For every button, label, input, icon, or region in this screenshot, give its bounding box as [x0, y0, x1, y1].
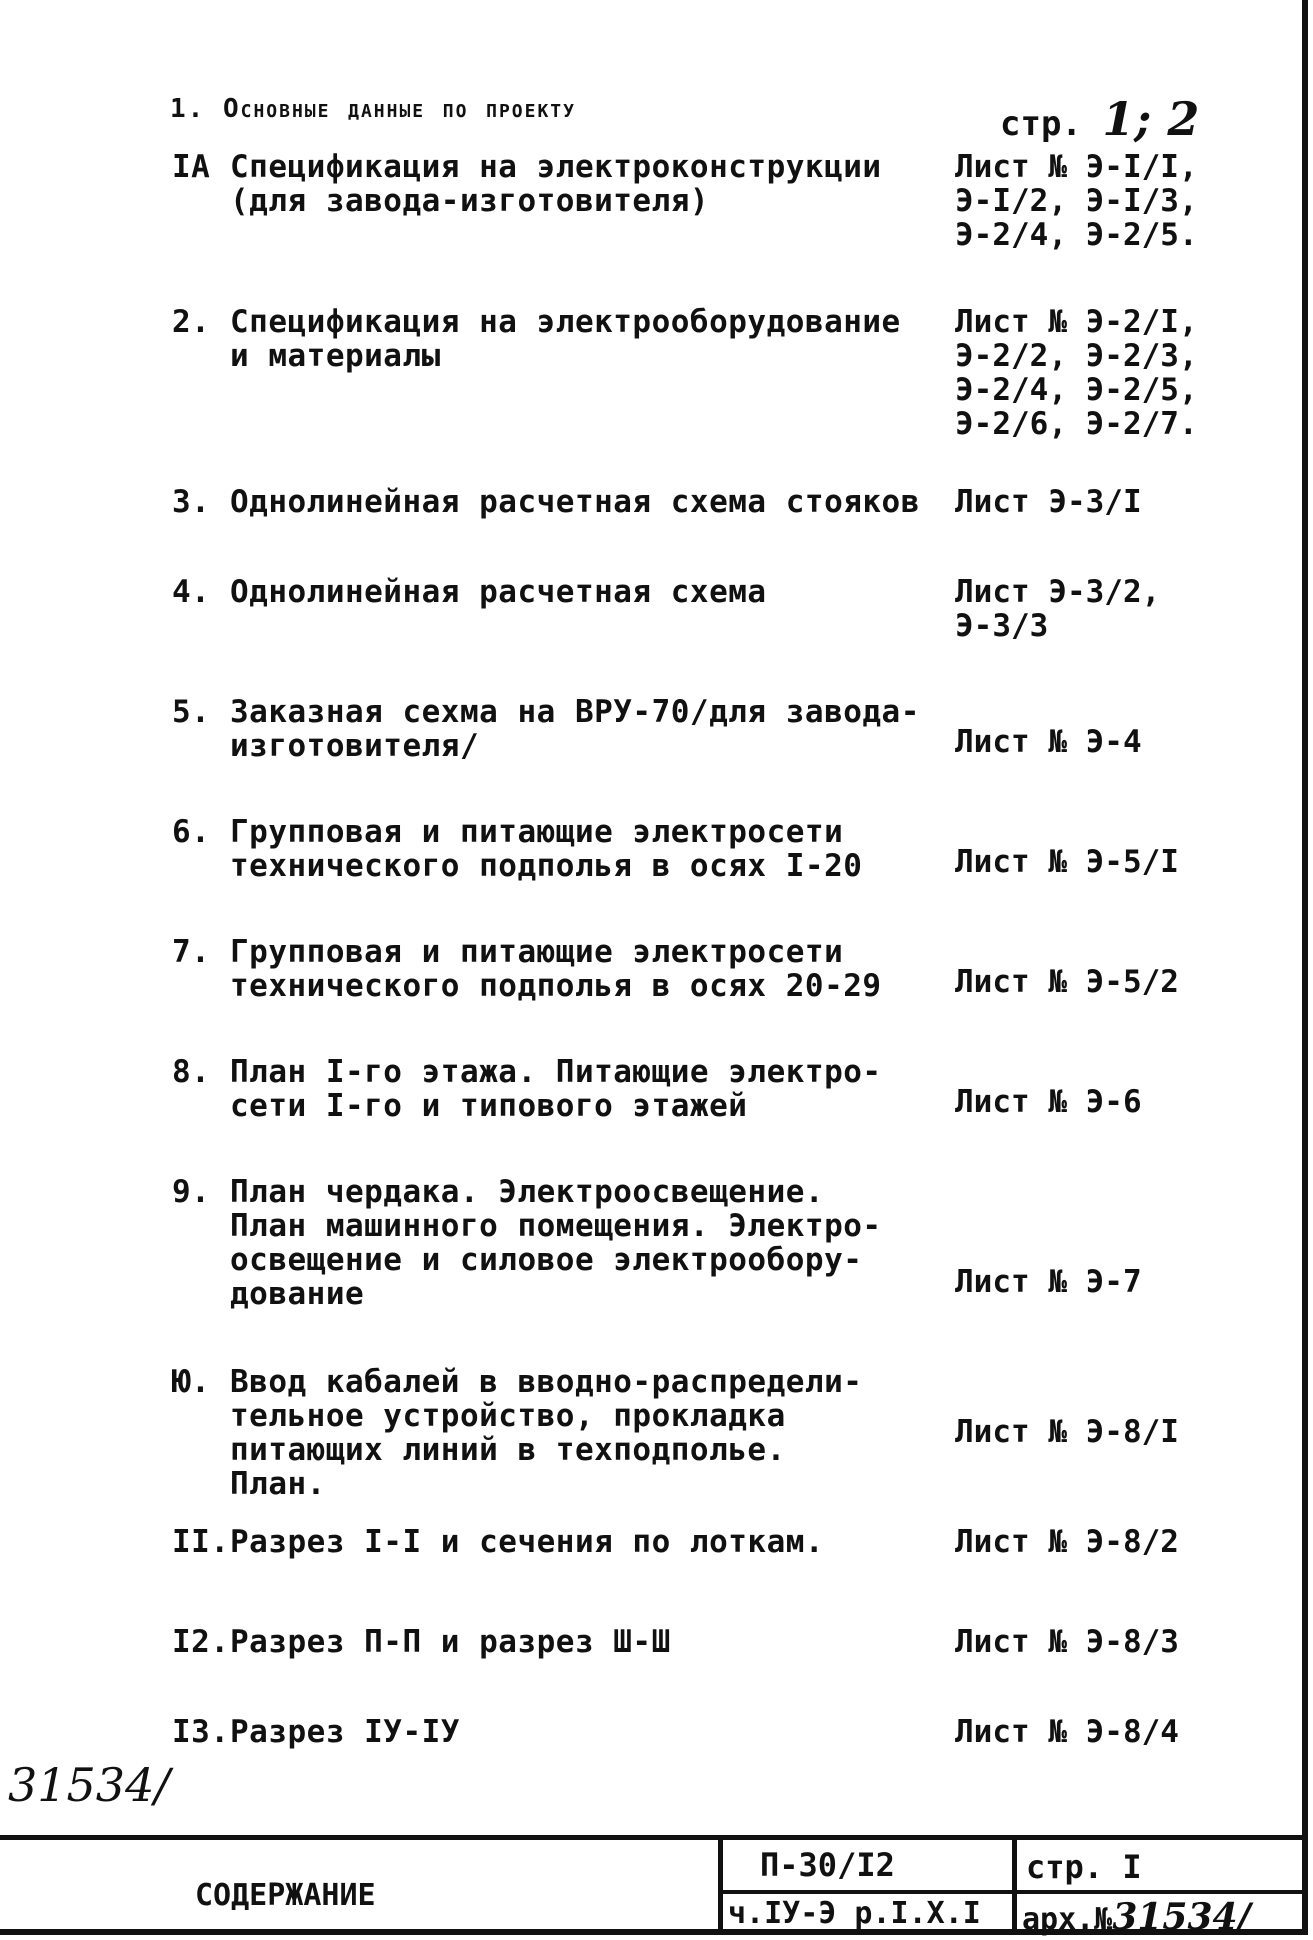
- sheet-reference: [955, 1715, 1179, 1749]
- item-number: 4.: [172, 574, 211, 610]
- sheet-line: Лист № Э-2/I,: [955, 304, 1198, 340]
- item-number: 8.: [172, 1054, 211, 1090]
- sheet-reference: [955, 305, 1198, 441]
- archive-handwritten: 31534/: [1112, 1896, 1251, 1938]
- archive-label: арх.№: [1022, 1902, 1113, 1937]
- sheet-line: Э-2/4, Э-2/5.: [955, 217, 1198, 253]
- item-number: Ю.: [172, 1364, 211, 1400]
- item-text-line: технического подполья в осях I-20: [230, 848, 863, 884]
- sheet-line: Лист № Э-8/3: [955, 1624, 1179, 1660]
- sheet-reference: [955, 1265, 1142, 1299]
- sheet-reference: [955, 485, 1142, 519]
- page-label: стр.: [1000, 104, 1082, 144]
- item-text-line: Разрез IУ-IУ: [230, 1714, 460, 1750]
- item-text-line: План чердака. Электроосвещение.: [230, 1174, 825, 1210]
- sheet-reference: [955, 575, 1160, 643]
- item-text-line: Спецификация на электроконструкции: [230, 149, 882, 185]
- sheet-reference: [955, 1415, 1179, 1449]
- item-text-line: тельное устройство, прокладка: [230, 1398, 786, 1434]
- item-text-line: освещение и силовое электрообору-: [230, 1242, 863, 1278]
- sheet-line: Лист № Э-7: [955, 1264, 1142, 1300]
- item-number: I2.: [172, 1624, 230, 1660]
- part-code: ч.IУ-Э р.I.X.I: [728, 1896, 981, 1931]
- item-text-line: Заказная сехма на ВРУ-70/для завода-: [230, 694, 920, 730]
- sheet-line: Лист Э-3/2,: [955, 574, 1161, 610]
- item-text-line: Однолинейная расчетная схема стояков: [230, 484, 920, 520]
- item-text-line: План.: [230, 1466, 326, 1502]
- sheet-line: Э-I/2, Э-I/3,: [955, 183, 1198, 219]
- sheet-line: Лист № Э-4: [955, 724, 1142, 760]
- item-number: 2.: [172, 304, 211, 340]
- title-block-divider: [1012, 1840, 1017, 1934]
- document-title: СОДЕРЖАНИЕ: [195, 1878, 376, 1913]
- item-text-line: питающих линий в техподполье.: [230, 1432, 786, 1468]
- item-text-line: и материалы: [230, 338, 441, 374]
- header-page-ref: [1000, 92, 1199, 146]
- title-block-divider: [718, 1890, 1302, 1894]
- sheet-line: Лист № Э-8/4: [955, 1714, 1179, 1750]
- sheet-line: Лист № Э-5/2: [955, 964, 1179, 1000]
- item-number: 9.: [172, 1174, 211, 1210]
- item-text-line: Однолинейная расчетная схема: [230, 574, 767, 610]
- item-text-line: (для завода-изготовителя): [230, 183, 710, 219]
- sheet-reference: [955, 1525, 1179, 1559]
- item-number: 6.: [172, 814, 211, 850]
- sheet-reference: [955, 845, 1179, 879]
- sheet-line: Лист № Э-8/I: [955, 1414, 1179, 1450]
- sheet-reference: [955, 1625, 1179, 1659]
- item-text-line: План машинного помещения. Электро-: [230, 1208, 882, 1244]
- page-number: стр. I: [1026, 1848, 1142, 1886]
- item-number: IА: [172, 149, 211, 185]
- sheet-line: Лист № Э-6: [955, 1084, 1142, 1120]
- sheet-reference: [955, 150, 1198, 252]
- item-text-line: Спецификация на электрооборудование: [230, 304, 901, 340]
- sheet-line: Э-2/4, Э-2/5,: [955, 372, 1198, 408]
- item-number: II.: [172, 1524, 230, 1560]
- handwritten-archive-number: 31534/: [8, 1758, 170, 1812]
- archive-number: [1022, 1896, 1251, 1938]
- item-number: I3.: [172, 1714, 230, 1750]
- item-number: 3.: [172, 484, 211, 520]
- sheet-line: Лист № Э-5/I: [955, 844, 1179, 880]
- item-number: 7.: [172, 934, 211, 970]
- item-text-line: Групповая и питающие электросети: [230, 934, 844, 970]
- item-text-line: Групповая и питающие электросети: [230, 814, 844, 850]
- sheet-line: Э-2/6, Э-2/7.: [955, 406, 1198, 442]
- sheet-reference: [955, 725, 1142, 759]
- sheet-reference: [955, 965, 1179, 999]
- item-text-line: технического подполья в осях 20-29: [230, 968, 882, 1004]
- sheet-line: Лист № Э-I/I,: [955, 149, 1198, 185]
- item-text-line: План I-го этажа. Питающие электро-: [230, 1054, 882, 1090]
- item-text-line: сети I-го и типового этажей: [230, 1088, 748, 1124]
- item-text-line: изготовителя/: [230, 728, 480, 764]
- page-handwritten: 1; 2: [1102, 92, 1200, 146]
- item-text-line: Разрез I-I и сечения по лоткам.: [230, 1524, 825, 1560]
- item-text-line: дование: [230, 1276, 365, 1312]
- section-heading: 1. Основные данные по проекту: [170, 94, 576, 124]
- title-block-divider: [718, 1840, 723, 1934]
- item-number: 5.: [172, 694, 211, 730]
- sheet-line: Лист № Э-8/2: [955, 1524, 1179, 1560]
- sheet-line: Э-3/3: [955, 608, 1049, 644]
- title-block: [0, 1835, 1302, 1938]
- item-text-line: Разрез П-П и разрез Ш-Ш: [230, 1624, 671, 1660]
- sheet-line: Э-2/2, Э-2/3,: [955, 338, 1198, 374]
- project-code: П-30/I2: [760, 1846, 895, 1884]
- item-text-line: Ввод кабалей в вводно-распредели-: [230, 1364, 863, 1400]
- sheet-reference: [955, 1085, 1142, 1119]
- sheet-line: Лист Э-3/I: [955, 484, 1142, 520]
